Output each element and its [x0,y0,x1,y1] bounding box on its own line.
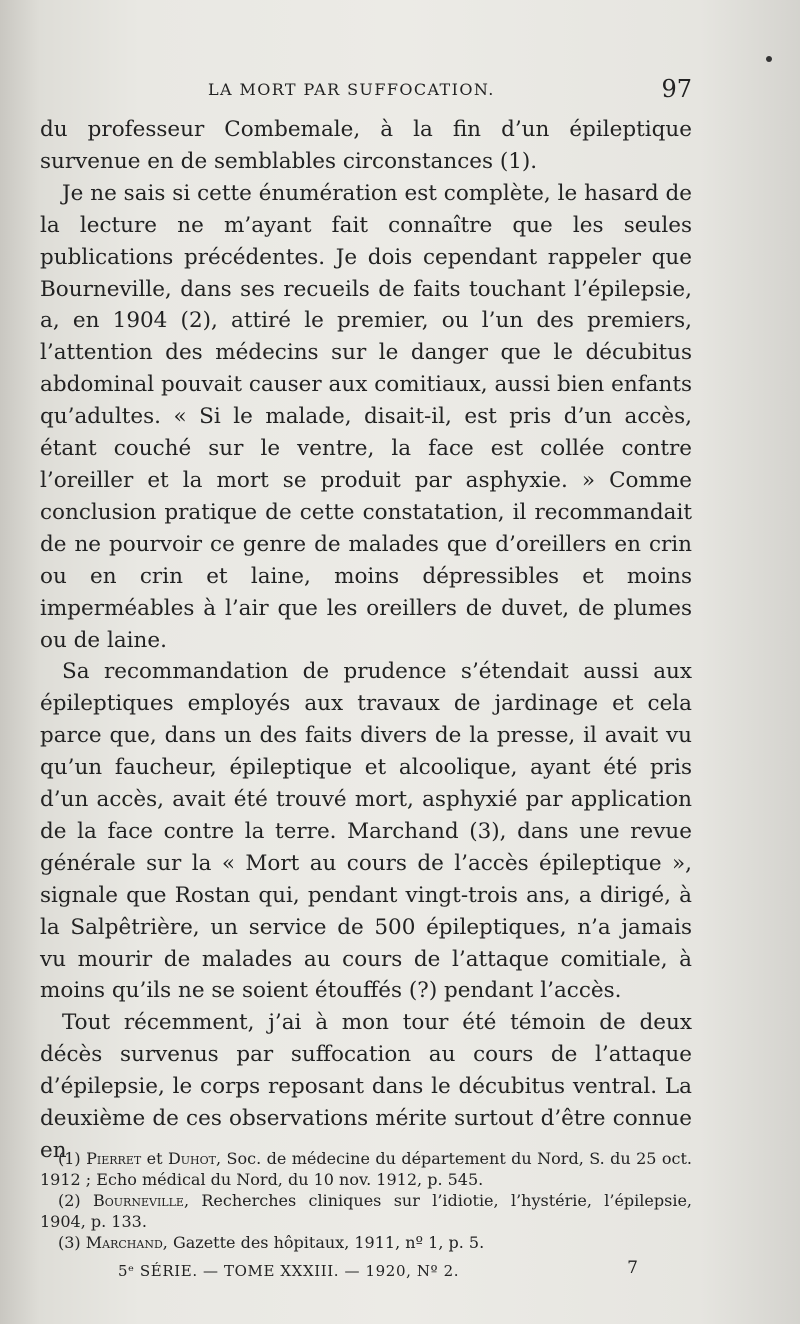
footnote-1 [40,1148,692,1190]
running-head: LA MORT PAR SUFFOCATION. [208,80,495,99]
signature-line: 5ᵉ SÉRIE. — TOME XXXIII. — 1920, Nº 2. [118,1262,460,1280]
paragraph-4: Tout récemment, j’ai à mon tour été témoin de deux décès survenus par suffocation au cours de l’attaque d’épilepsie, le corps reposant dans le décubitus ventral. La deuxième de ces observations mérite surtout d’être connue en [40,1010,692,1163]
footnote-1-text: , Soc. de médecine du département du Nord, S. du 25 oct. 1912 ; Echo médical du Nord, du 10 nov. 1912, p. 545. [40,1149,692,1189]
footnote-2-text: , Recherches cliniques sur l’idiotie, l’hystérie, l’épilepsie, 1904, p. 133. [40,1191,692,1231]
footnote-3 [40,1232,692,1253]
footnote-2 [40,1190,692,1232]
page-number: 97 [661,75,692,103]
footnote-1-author2: Duhot [167,1149,216,1168]
paragraph-1: du professeur Combemale, à la fin d’un épileptique survenue en de semblables circonstances (1). [40,117,692,174]
footnote-3-text: , Gazette des hôpitaux, 1911, nº 1, p. 5. [162,1233,485,1252]
footnote-2-author: Bourneville [93,1191,184,1210]
body-text [40,114,692,1167]
footnote-2-mark: (2) [58,1191,81,1210]
paragraph-2: Je ne sais si cette énumération est complète, le hasard de la lecture ne m’ayant fait connaître que les seules publications précédentes. Je dois cependant rappeler que Bourneville, dans ses recueils de faits touchant l’épilepsie, a, en 1904 (2), attiré le premier, ou l’un des premiers, l’attention des médecins sur le danger que le décubitus abdominal pouvait causer aux comitiaux, aussi bien enfants qu’adultes. « Si le malade, disait-il, est pris d’un accès, étant couché sur le ventre, la face est collée contre l’oreiller et la mort se produit par asphyxie. » Comme conclusion pratique de cette constatation, il recommandait de ne pourvoir ce genre de malades que d’oreillers en crin ou en crin et laine, moins dépressibles et moins imperméables à l’air que les oreillers de duvet, de plumes ou de laine. [40,180,692,653]
footnote-3-author: Marchand [85,1233,163,1252]
scan-speck [766,56,772,62]
page-footer [118,1258,638,1286]
footnote-1-mark: (1) [58,1149,81,1168]
paragraph-3: Sa recommandation de prudence s’étendait aussi aux épileptiques employés aux travaux de jardinage et cela parce que, dans un des faits divers de la presse, il avait vu qu’un faucheur, épileptique et alcoolique, ayant été pris d’un accès, avait été trouvé mort, asphyxié par application de la face contre la terre. Marchand (3), dans une revue générale sur la « Mort au cours de l’accès épileptique », signale que Rostan qui, pendant vingt-trois ans, a dirigé, à la Salpêtrière, un service de 500 épileptiques, n’a jamais vu mourir de malades au cours de l’attaque comitiale, à moins qu’ils ne se soient étouffés (?) pendant l’accès. [40,659,692,1004]
footnote-1-mid: et [141,1149,168,1168]
signature-mark: 7 [627,1258,638,1278]
page-header [40,75,692,103]
footnote-3-mark: (3) [58,1233,81,1252]
footnote-1-author: Pierret [86,1149,142,1168]
footnotes [40,1148,692,1253]
